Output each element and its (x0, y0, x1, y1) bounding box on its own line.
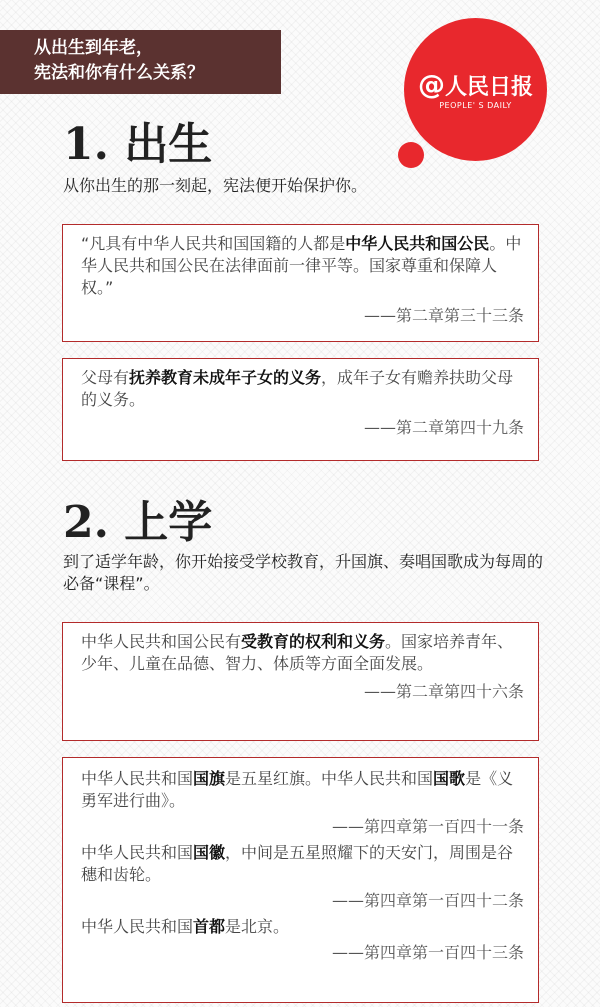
at-icon: @ (417, 70, 445, 101)
logo-wordmark (404, 70, 547, 101)
article-card-46 (62, 622, 539, 741)
article-card-141-143 (62, 757, 539, 1003)
logo-english: PEOPLE' S DAILY (439, 101, 512, 110)
section-heading-school: 2. 上学 (63, 497, 213, 548)
section-intro-school: 到了适学年龄，你开始接受学校教育，升国旗、奏唱国歌成为每周的必备“课程”。 (63, 552, 544, 593)
article-text: 中华人民共和国国徽，中间是五星照耀下的天安门，周围是谷穗和齿轮。 (81, 843, 514, 884)
logo-dot (398, 142, 424, 168)
article-citation: ——第二章第四十九条 (363, 418, 524, 437)
article-text: 父母有抚养教育未成年子女的义务，成年子女有赡养扶助父母的义务。 (81, 368, 514, 409)
title-line-1: 从出生到年老， (34, 38, 153, 58)
logo-name: 人民日报 (444, 75, 533, 100)
title-banner (0, 30, 281, 94)
peoples-daily-logo (404, 18, 547, 161)
article-card-33 (62, 224, 539, 342)
article-citation: ——第四章第一百四十一条 (331, 817, 524, 836)
section-intro-birth: 从你出生的那一刻起，宪法便开始保护你。 (63, 176, 368, 195)
article-citation: ——第四章第一百四十三条 (331, 943, 524, 962)
article-text: “凡具有中华人民共和国国籍的人都是中华人民共和国公民。中华人民共和国公民在法律面前一律平等。国家尊重和保障人权。” (81, 234, 522, 297)
section-heading-birth: 1. 出生 (63, 119, 213, 170)
article-citation: ——第二章第四十六条 (363, 682, 524, 701)
article-text: 中华人民共和国国旗是五星红旗。中华人民共和国国歌是《义勇军进行曲》。 (81, 769, 514, 810)
article-text: 中华人民共和国公民有受教育的权利和义务。国家培养青年、少年、儿童在品德、智力、体质等方面全面发展。 (81, 632, 514, 673)
title-line-2: 宪法和你有什么关系？ (34, 63, 204, 83)
article-text: 中华人民共和国首都是北京。 (81, 917, 290, 936)
article-citation: ——第四章第一百四十二条 (331, 891, 524, 910)
article-card-49 (62, 358, 539, 461)
article-citation: ——第二章第三十三条 (363, 306, 524, 325)
